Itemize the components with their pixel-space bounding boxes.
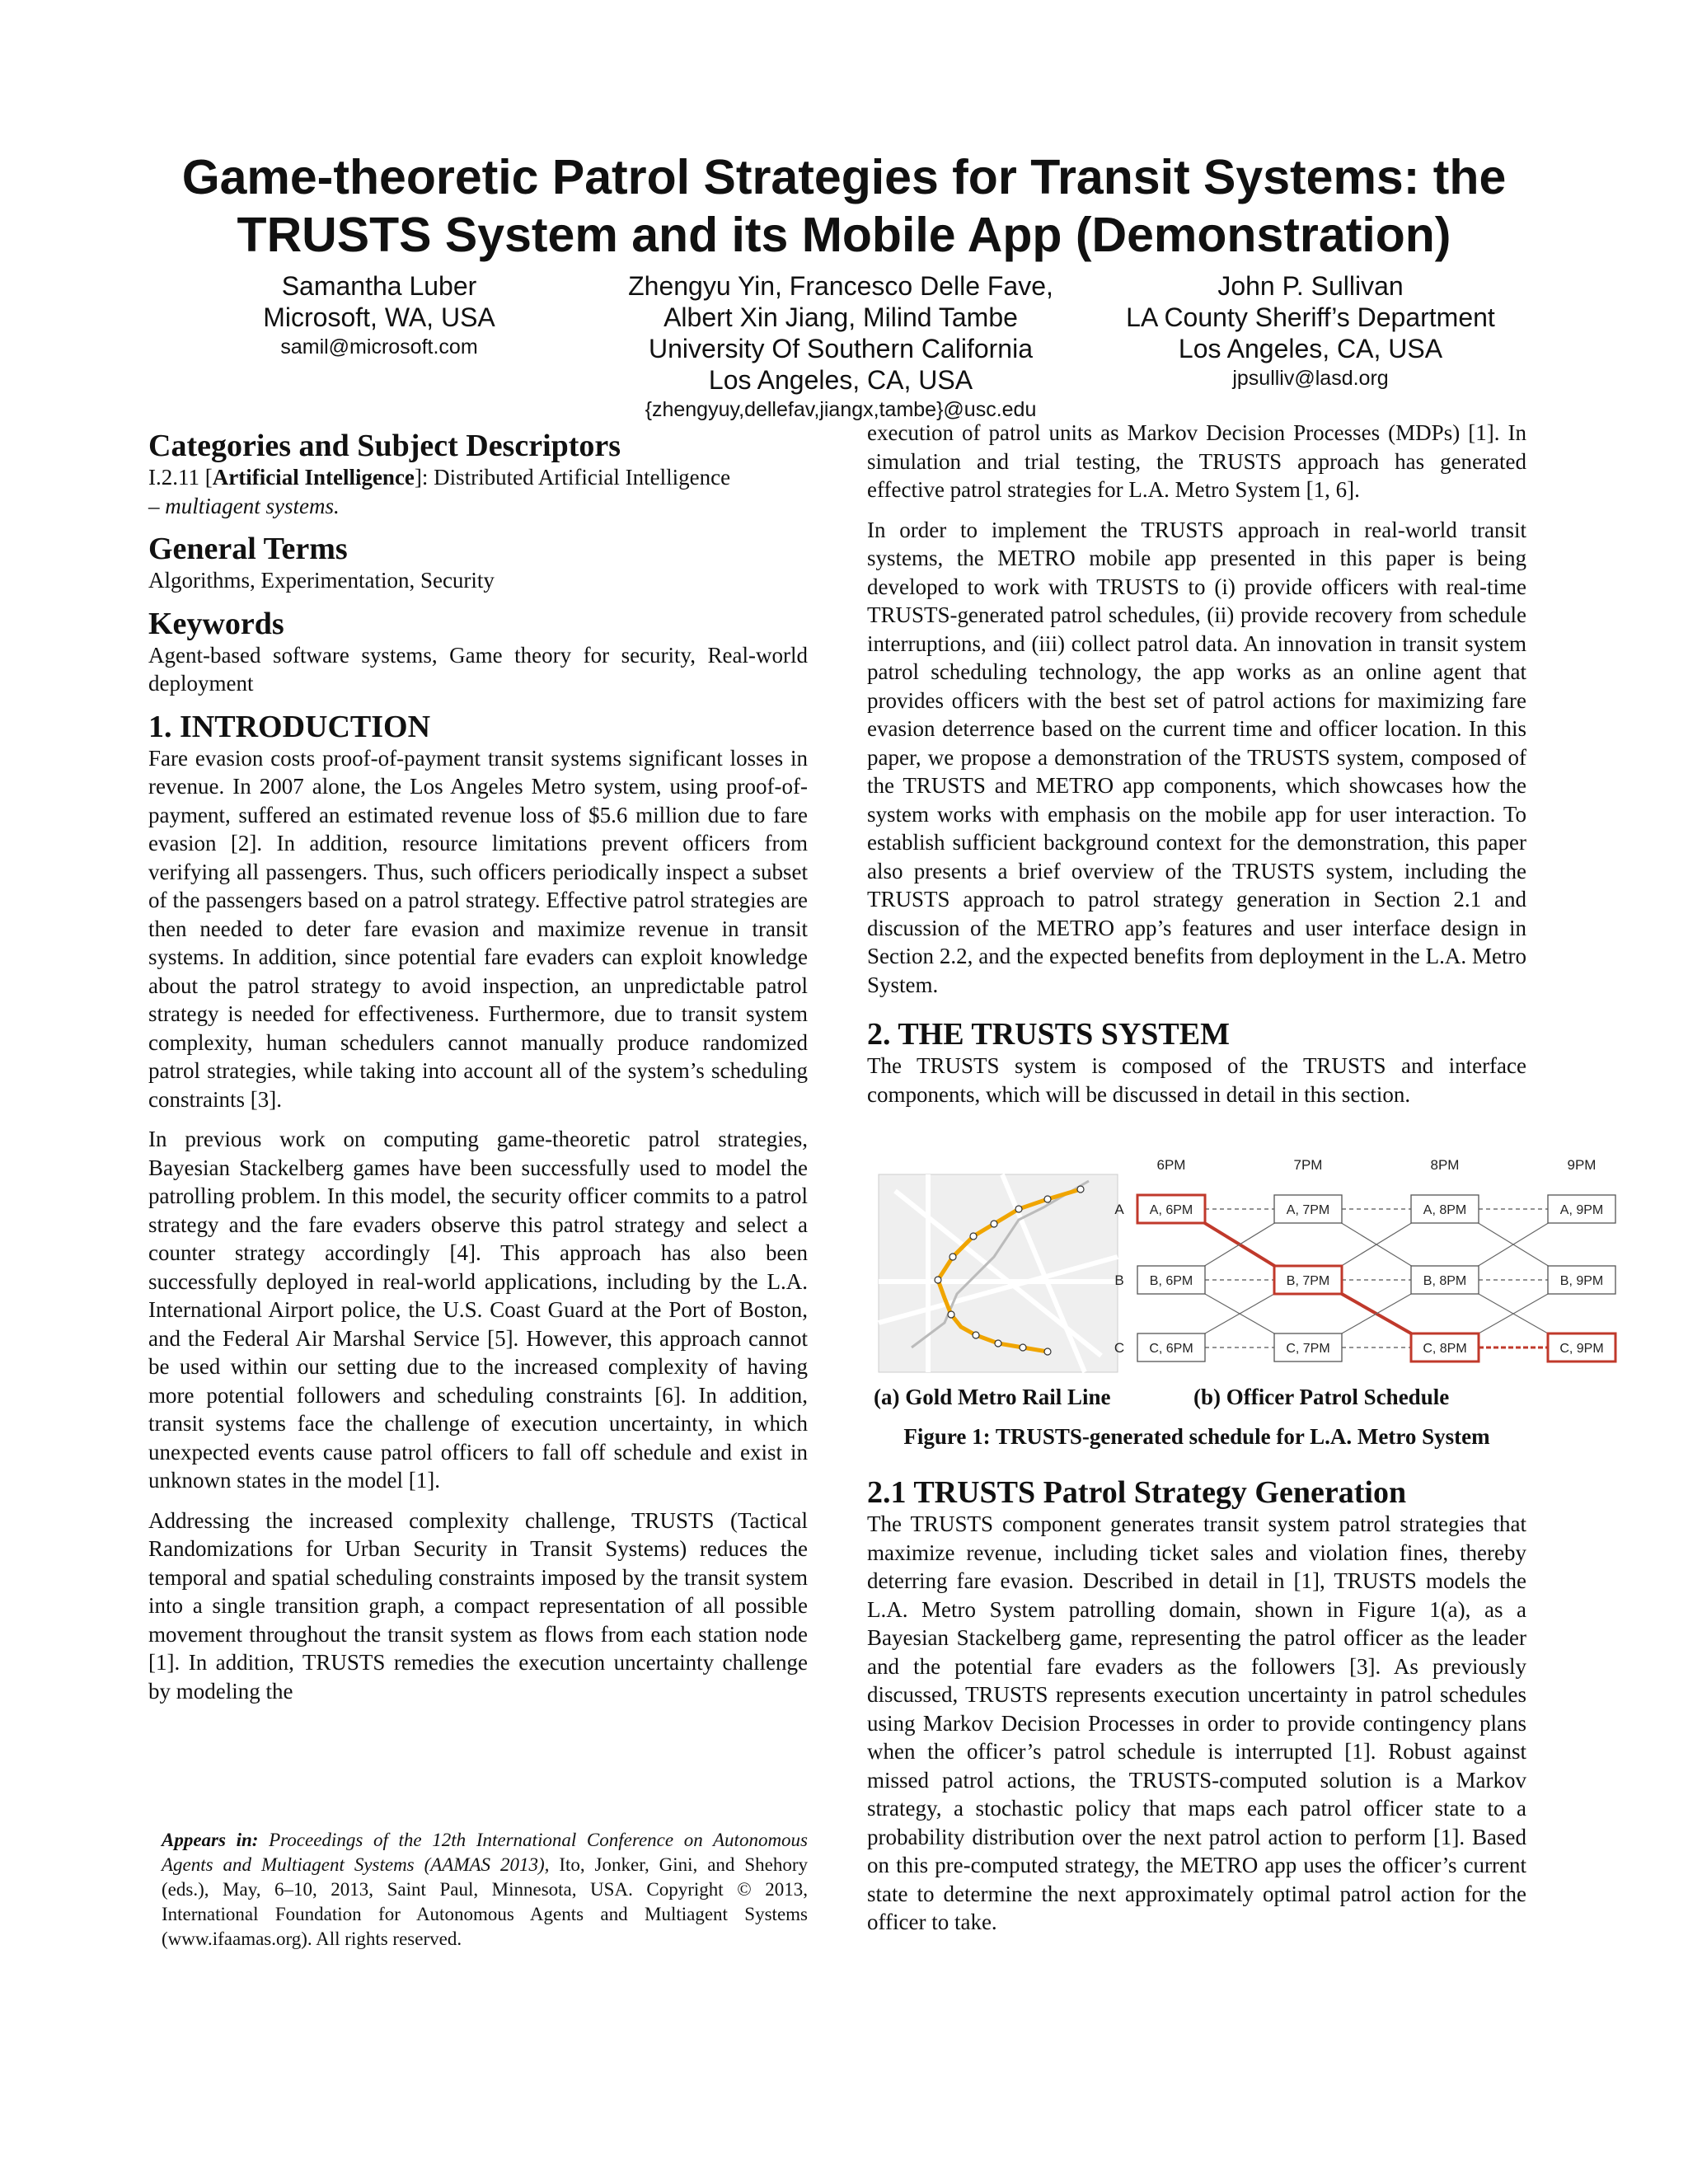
category-italic: – multiagent systems. [148,493,340,518]
figure-caption: Figure 1: TRUSTS-generated schedule for L.A. Metro System [903,1424,1490,1449]
footnote-rest: Ito, Jonker, Gini, and Shehory (eds.), May, 6–10, 2013, Saint Paul, Minnesota, USA. Copyright © 2013, International Foundation for Autonomous Agents and Multiagent Systems (www.ifaamas.org). All rights reserved. [162,1854,808,1949]
categories-text [148,463,808,520]
station-marker [1020,1344,1026,1351]
left-column [148,419,808,1705]
station-marker [973,1332,979,1338]
author-block-2 [610,270,1071,424]
intro-paragraph-1: Fare evasion costs proof-of-payment transit systems significant losses in revenue. In 2007 alone, the Los Angeles Metro system, using proof-of-payment, suffered an estimated revenue loss of $5.6 million due to fare evasion [2]. In addition, resource limitations prevent officers from verifying all passengers. Thus, such officers periodically inspect a subset of the passengers based on a patrol strategy. Effective patrol strategies are then needed to deter fare evasion and maximize revenue in transit systems. In addition, since potential fare evaders can exploit knowledge about the patrol strategy to avoid inspection, an unpredictable patrol strategy is needed for effectiveness. Furthermore, due to transit system complexity, human schedulers cannot manually produce randomized patrol strategies, while taking into account all of the system’s scheduling constraints [3]. [148,745,808,1112]
author-name: John P. Sullivan [1217,271,1404,301]
schedule-node-label: B, 9PM [1559,1274,1604,1288]
category-bold: Artificial Intelligence [212,465,415,490]
intro-paragraph-3: Addressing the increased complexity challenge, TRUSTS (Tactical Randomizations for Urban Security in Transit Systems) reduces the temporal and spatial scheduling constraints imposed by the transit system into a single transition graph, a compact representation of all possible movement throughout the transit system as flows from each station node [1]. In addition, TRUSTS remedies the execution uncertainty challenge by modeling the [148,1507,808,1704]
section-2-1 [867,1475,1526,1937]
schedule-node-label: C, 9PM [1559,1342,1604,1356]
time-header: 6PM [1156,1157,1186,1173]
categories-heading: Categories and Subject Descriptors [148,429,621,463]
copyright-footnote [162,1828,808,1952]
section-2-1-heading: 2.1 TRUSTS Patrol Strategy Generation [867,1475,1407,1510]
station-marker [1077,1186,1084,1193]
schedule-node-label: A, 7PM [1286,1203,1330,1217]
right-paragraph-2: In order to implement the TRUSTS approach in real-world transit systems, the METRO mobile app presented in this paper is being developed to work with TRUSTS to (i) provide officers with real-time TRUSTS-generated patrol schedules, (ii) provide recovery from schedule interruptions, and (iii) collect patrol data. An innovation in transit system patrol scheduling technology, the app works as an online agent that provides officers with the best set of patrol actions for maximizing fare evasion deterrence based on the current time and officer location. In this paper, we propose a demonstration of the TRUSTS system, composed of the TRUSTS and METRO app components, which showcases how the system works with emphasis on the mobile app for user interaction. To establish sufficient background context for the demonstration, this paper also presents a brief overview of the TRUSTS system, including the TRUSTS approach to patrol strategy generation in Section 2.1 and discussion of the METRO app’s features and user interface design in Section 2.2, and the expected benefits from deployment in the L.A. Metro System. [867,517,1526,997]
station-row-label: A [1114,1202,1124,1217]
station-row-label: C [1114,1340,1125,1356]
author-email: {zhengyuy,dellefav,jiangx,tambe}@usc.edu [645,398,1037,421]
section-2-text: The TRUSTS system is composed of the TRUSTS and interface components, which will be discussed in detail in this section. [867,1053,1526,1107]
author-affiliation: LA County Sheriff’s Department [1126,302,1495,332]
time-header: 7PM [1293,1157,1323,1173]
author-email: samil@microsoft.com [280,335,478,359]
schedule-node-label: A, 6PM [1149,1203,1193,1217]
time-header: 8PM [1430,1157,1460,1173]
patrol-schedule-graph [1114,1157,1615,1361]
section-2-1-text: The TRUSTS component generates transit system patrol strategies that maximize revenue, including ticket sales and violation fines, thereby deterring fare evasion. Described in detail in [1], TRUSTS models the L.A. Metro System patrolling domain, shown in Figure 1(a), as a Bayesian Stackelberg game, representing the patrol officer as the leader and the potential fare evaders as the followers [3]. As previously discussed, TRUSTS represents execution uncertainty in patrol schedules using Markov Decision Processes in order to provide contingency plans when the officer’s patrol schedule is interrupted [1]. Robust against missed patrol actions, the TRUSTS-computed solution is a Markov strategy, a stochastic policy that maps each patrol officer state to a probability distribution over the next patrol action to perform [1]. Based on this pre-computed strategy, the METRO app uses the officer’s current state to determine the next approximately optimal patrol action for the officer to take. [867,1511,1526,1934]
author-names: Zhengyu Yin, Francesco Delle Fave, [628,271,1053,301]
station-marker [991,1221,997,1227]
author-location: Los Angeles, CA, USA [1178,334,1443,363]
author-location: Los Angeles, CA, USA [708,365,973,395]
section-2-heading: 2. THE TRUSTS SYSTEM [867,1017,1230,1052]
author-names-2: Albert Xin Jiang, Milind Tambe [663,302,1018,332]
author-email: jpsulliv@lasd.org [1232,367,1389,390]
keywords-heading: Keywords [148,606,284,641]
station-marker [948,1311,954,1318]
station-row-label: B [1114,1272,1124,1288]
station-marker [970,1233,977,1240]
schedule-node-label: B, 8PM [1423,1274,1467,1288]
category-rest: ]: Distributed Artificial Intelligence [414,465,731,490]
keywords-text: Agent-based software systems, Game theory for security, Real-world deployment [148,642,808,696]
figure-1-svg [879,1157,1604,1372]
introduction-heading: 1. INTRODUCTION [148,709,431,744]
author-block-3 [1096,270,1525,392]
time-header: 9PM [1567,1157,1597,1173]
station-marker [995,1340,1001,1347]
author-block-1 [214,270,544,361]
schedule-node-label: C, 7PM [1286,1342,1330,1356]
schedule-node-label: A, 9PM [1559,1203,1604,1217]
title-line-2: TRUSTS System and its Mobile App (Demonstration) [237,208,1451,262]
author-affiliation: Microsoft, WA, USA [263,302,495,332]
paper-title [82,148,1606,264]
station-marker [1044,1196,1051,1202]
station-marker [950,1254,956,1260]
station-marker [1015,1206,1022,1212]
station-marker [1044,1348,1051,1355]
figure-caption-a: (a) Gold Metro Rail Line [874,1385,1111,1409]
schedule-node-label: C, 8PM [1423,1342,1467,1356]
author-name: Samantha Luber [281,271,477,301]
title-line-1: Game-theoretic Patrol Strategies for Transit Systems: the [181,150,1507,204]
general-terms-heading: General Terms [148,532,348,566]
footnote-lead: Appears in: [162,1830,259,1850]
intro-paragraph-2: In previous work on computing game-theoretic patrol strategies, Bayesian Stackelberg games have been successfully used to model the patrolling problem. In this model, the security officer commits to a patrol strategy and the fare evaders observe this patrol strategy and select a counter strategy accordingly [4]. This approach has also been successfully deployed in real-world applications, including by the L.A. International Airport police, the U.S. Coast Guard at the Port of Boston, and the Federal Air Marshal Service [5]. However, this approach cannot be used within our setting due to the increased complexity of having more potential followers and scheduling constraints [6]. In addition, transit systems face the challenge of execution uncertainty, in which unexpected events cause patrol officers to fall off schedule and exist in unknown states in the model [1]. [148,1127,808,1493]
figure-caption-b: (b) Officer Patrol Schedule [1193,1385,1450,1409]
schedule-node-label: B, 6PM [1149,1274,1193,1288]
right-paragraph-1: execution of patrol units as Markov Decision Processes (MDPs) [1]. In simulation and trial testing, the TRUSTS approach has generated effective patrol strategies for L.A. Metro System [1, 6]. [867,420,1526,502]
station-marker [935,1277,941,1283]
figure-1 [879,1157,1604,1372]
schedule-node-label: A, 8PM [1423,1203,1467,1217]
gold-line-map [879,1174,1118,1372]
schedule-node-label: C, 6PM [1149,1342,1193,1356]
schedule-node-label: B, 7PM [1286,1274,1330,1288]
author-affiliation: University Of Southern California [649,334,1033,363]
category-code: I.2.11 [ [148,465,213,490]
general-terms-text: Algorithms, Experimentation, Security [148,568,495,593]
right-column [867,419,1526,1108]
footnote-venue: Proceedings of the 12th International Conference on Autonomous Agents and Multiagent Systems (AAMAS 2013), [162,1830,809,1875]
